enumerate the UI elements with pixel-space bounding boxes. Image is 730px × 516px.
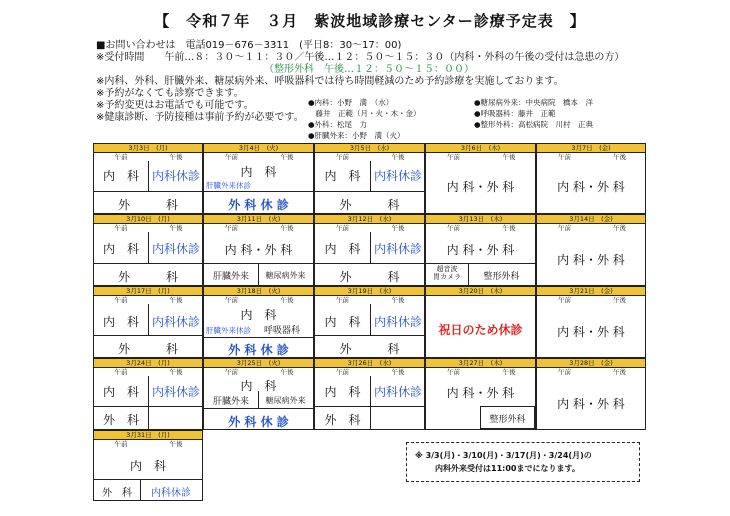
am-label: 午前 xyxy=(558,368,571,376)
day-cell xyxy=(203,214,314,286)
date-header: 3月18日 (火) xyxy=(204,287,313,296)
ultrasound-label: 超音波 xyxy=(436,265,458,273)
date-header: 3月13日 (木) xyxy=(426,215,535,224)
am-clinic: 内 科 xyxy=(102,169,139,183)
orthopedics: 整形外科 xyxy=(483,272,520,282)
date-header: 3月6日 (木) xyxy=(426,144,535,153)
pm-clinic: 内科休診 xyxy=(151,488,191,499)
staff-list-doctors xyxy=(308,97,421,141)
day-cell xyxy=(203,286,314,358)
day-cell xyxy=(314,358,425,430)
internal-surgery: 内 科・外 科 xyxy=(446,243,515,257)
pm-label: 午後 xyxy=(613,153,626,161)
am-label: 午前 xyxy=(336,224,349,232)
am-label: 午前 xyxy=(225,368,238,376)
liver-clinic: 肝臓外来 xyxy=(212,272,249,282)
date-header: 3月12日 (水) xyxy=(315,215,424,224)
am-label: 午前 xyxy=(114,224,128,232)
staff-item: ●外科：松尾 力 xyxy=(308,120,368,129)
day-cell xyxy=(536,286,646,358)
date-header: 3月24日 (月) xyxy=(94,359,202,368)
surgery-row: 外 科 xyxy=(117,342,178,356)
pm-label: 午後 xyxy=(169,224,183,232)
pm-clinic: 内科休診 xyxy=(151,242,200,256)
day-cell xyxy=(425,358,536,430)
internal-medicine: 内 科 xyxy=(240,379,277,393)
pm-label: 午後 xyxy=(169,153,183,161)
notice-change: ※予約変更はお電話でも可能です。 xyxy=(96,100,254,111)
internal-surgery: 内 科・外 科 xyxy=(557,180,625,194)
day-cell xyxy=(93,214,203,286)
pm-clinic: 内科休診 xyxy=(373,385,422,399)
am-label: 午前 xyxy=(225,224,238,232)
contact-phone: ■お問い合わせは 電話019－676－3311 (平日8：30～17：00) xyxy=(96,40,402,51)
staff-item: ●呼吸器科：藤井 正範 xyxy=(474,109,556,118)
surgery-closed: 外 科 休 診 xyxy=(228,415,289,429)
internal-surgery: 内 科・外 科 xyxy=(557,325,625,339)
internal-surgery: 内 科・外 科 xyxy=(224,243,293,257)
am-label: 午前 xyxy=(225,296,238,304)
pm-clinic: 内科休診 xyxy=(373,242,422,256)
internal-surgery: 内 科・外 科 xyxy=(557,397,625,411)
day-cell xyxy=(314,214,425,286)
reception-note xyxy=(406,442,640,482)
date-header: 3月17日 (月) xyxy=(94,287,202,296)
date-header: 3月19日 (水) xyxy=(315,287,424,296)
day-cell xyxy=(536,214,646,286)
surgery-closed: 外 科 休 診 xyxy=(228,198,289,212)
day-cell xyxy=(536,143,646,214)
pm-clinic: 内科休診 xyxy=(373,315,422,329)
holiday-closed: 祝日のため休診 xyxy=(438,323,523,337)
day-cell xyxy=(203,358,314,430)
day-cell xyxy=(425,286,536,358)
surgery-row: 外 科 xyxy=(117,270,178,284)
pm-label: 午後 xyxy=(502,153,516,161)
pm-label: 午後 xyxy=(613,368,626,376)
pm-label: 午後 xyxy=(169,440,183,448)
pm-label: 午後 xyxy=(391,296,405,304)
surgery-row: 外 科 xyxy=(339,270,400,284)
pm-label: 午後 xyxy=(391,153,405,161)
am-label: 午前 xyxy=(558,296,571,304)
surgery-row: 外 科 xyxy=(339,342,400,356)
am-label: 午前 xyxy=(558,224,571,232)
pm-label: 午後 xyxy=(169,296,183,304)
date-header: 3月31日 (月) xyxy=(94,431,202,440)
pm-clinic: 内科休診 xyxy=(151,169,200,183)
surgery-row: 外 科 xyxy=(339,198,400,212)
internal-medicine: 内 科 xyxy=(129,459,166,473)
date-header: 3月3日 (月) xyxy=(94,144,202,153)
am-label: 午前 xyxy=(114,153,128,161)
am-label: 午前 xyxy=(114,440,128,448)
internal-surgery: 内 科・外 科 xyxy=(446,180,515,194)
orthopedics: 整形外科 xyxy=(489,415,526,425)
note-line: 内科外来受付は11:00までになります。 xyxy=(435,464,580,473)
am-clinic: 内 科 xyxy=(102,385,139,399)
staff-item: ●糖尿病外来：中央病院 橋本 洋 xyxy=(474,98,594,107)
pm-label: 午後 xyxy=(280,153,294,161)
internal-medicine: 内 科 xyxy=(240,308,277,322)
am-label: 午前 xyxy=(447,368,460,376)
internal-medicine: 内 科 xyxy=(240,165,277,179)
am-label: 午前 xyxy=(114,368,128,376)
am-clinic: 内 科 xyxy=(102,242,139,256)
am-clinic: 内 科 xyxy=(324,169,361,183)
liver-clinic: 肝臓外来 xyxy=(212,397,249,407)
day-cell xyxy=(536,358,646,430)
internal-surgery: 内 科・外 科 xyxy=(557,253,625,267)
date-header: 3月14日 (金) xyxy=(537,215,645,224)
am-surgery: 外 科 xyxy=(102,413,139,427)
date-header: 3月20日 (木) xyxy=(426,287,535,296)
staff-item: 藤井 正範（月・火・木・金） xyxy=(308,109,421,118)
date-header: 3月27日 (木) xyxy=(426,359,535,368)
am-label: 午前 xyxy=(336,296,349,304)
day-cell xyxy=(425,214,536,286)
pm-clinic: 内科休診 xyxy=(151,315,200,329)
am-clinic: 内 科 xyxy=(324,315,361,329)
day-cell xyxy=(203,143,314,214)
respiratory-clinic: 呼吸器科 xyxy=(264,326,301,336)
pm-label: 午後 xyxy=(169,368,183,376)
day-cell xyxy=(425,143,536,214)
am-label: 午前 xyxy=(114,296,128,304)
am-surgery: 外 科 xyxy=(324,413,361,427)
staff-item: ●整形外科：高松病院 川村 正典 xyxy=(474,120,594,129)
day-cell xyxy=(93,143,203,214)
am-surgery: 外 科 xyxy=(102,488,132,499)
am-label: 午前 xyxy=(225,153,238,161)
am-label: 午前 xyxy=(336,368,349,376)
am-clinic: 内 科 xyxy=(102,315,139,329)
staff-item: ●内科：小野 満 （水） xyxy=(308,98,394,107)
am-clinic: 内 科 xyxy=(324,242,361,256)
day-cell xyxy=(314,143,425,214)
page-title: 【 令和７年 ３月 紫波地域診療センター診療予定表 】 xyxy=(154,12,586,30)
pm-label: 午後 xyxy=(280,296,294,304)
note-line: ※ 3/3(月)・3/10(月)・3/17(月)・3/24(月)の xyxy=(415,451,592,460)
notice-reservation: ※内科、外科、肝臓外来、糖尿病外来、呼吸器科では待ち時間軽減のため予約診療を実施しております。 xyxy=(96,76,564,87)
notice-walkin: ※予約がなくても診察できます。 xyxy=(96,88,244,99)
diabetes-clinic: 糖尿病外来 xyxy=(265,271,306,280)
date-header: 3月4日 (火) xyxy=(204,144,313,153)
am-label: 午前 xyxy=(447,153,460,161)
pm-label: 午後 xyxy=(280,224,294,232)
liver-clinic-closed: 肝臓外来休診 xyxy=(206,181,251,190)
pm-label: 午後 xyxy=(280,368,294,376)
reception-hours: ※受付時間 午前…８：３０～１１：３０／午後…１２：５０～１５：３０（内科・外科の午後の受付は急患の方） xyxy=(96,52,625,63)
date-header: 3月11日 (火) xyxy=(204,215,313,224)
pm-label: 午後 xyxy=(613,224,626,232)
date-header: 3月28日 (金) xyxy=(537,359,645,368)
date-header: 3月7日 (金) xyxy=(537,144,645,153)
am-label: 午前 xyxy=(336,153,349,161)
gastroscopy-label: 胃カメラ xyxy=(433,273,461,281)
pm-label: 午後 xyxy=(502,368,516,376)
surgery-closed: 外 科 休 診 xyxy=(228,343,289,357)
pm-label: 午後 xyxy=(613,296,626,304)
day-cell xyxy=(314,286,425,358)
day-cell xyxy=(93,358,203,430)
pm-label: 午後 xyxy=(391,224,405,232)
am-clinic: 内 科 xyxy=(324,385,361,399)
notice-checkup: ※健康診断、予防接種は事前予約が必要です。 xyxy=(96,112,304,123)
internal-surgery: 内 科・外 科 xyxy=(446,386,515,400)
surgery-row: 外 科 xyxy=(117,198,178,212)
date-header: 3月5日 (水) xyxy=(315,144,424,153)
date-header: 3月25日 (火) xyxy=(204,359,313,368)
pm-label: 午後 xyxy=(502,224,516,232)
staff-list-specialists xyxy=(474,97,593,130)
day-cell xyxy=(93,430,203,501)
pm-label: 午後 xyxy=(391,368,405,376)
ortho-hours: （整形外科 午後…１２：５０～１５：００） xyxy=(264,64,474,75)
date-header: 3月21日 (金) xyxy=(537,287,645,296)
am-label: 午前 xyxy=(558,153,571,161)
diabetes-clinic: 糖尿病外来 xyxy=(265,396,306,405)
day-cell xyxy=(93,286,203,358)
pm-clinic: 内科休診 xyxy=(151,385,200,399)
am-label: 午前 xyxy=(447,224,460,232)
date-header: 3月10日 (月) xyxy=(94,215,202,224)
staff-item: ●肝臓外来：小野 満（火） xyxy=(308,131,405,140)
date-header: 3月26日 (水) xyxy=(315,359,424,368)
pm-clinic: 内科休診 xyxy=(373,169,422,183)
liver-clinic-closed: 肝臓外来休診 xyxy=(206,326,251,335)
